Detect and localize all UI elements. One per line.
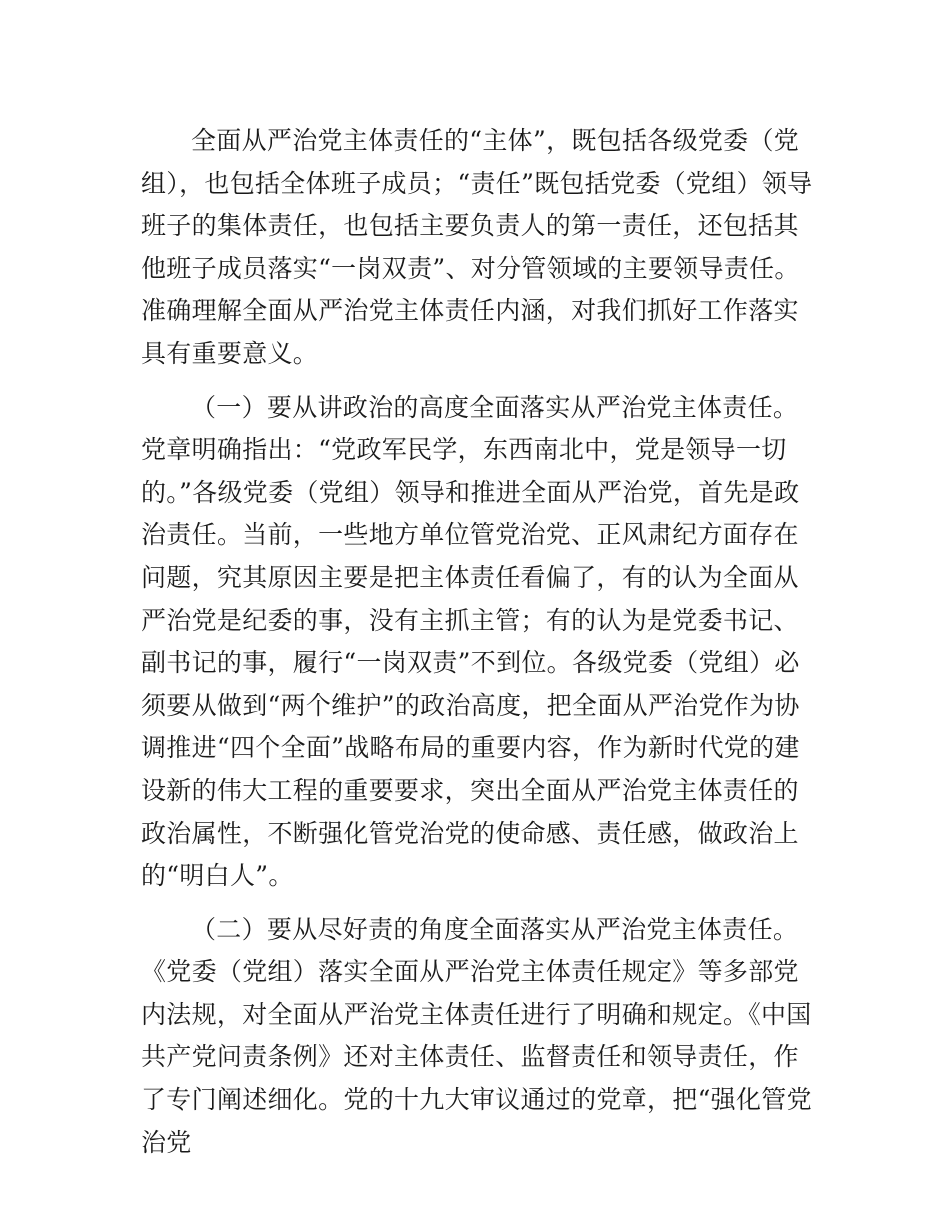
paragraph-section-two: （二）要从尽好责的角度全面落实从严治党主体责任。《党委（党组）落实全面从严治党主体责任规定》等多部党内法规，对全面从严治党主体责任进行了明确和规定。《中国共产党问责条例》还对主体责任、监督责任和领导责任，作了专门阐述细化。党的十九大审议通过的党章，把“强化管党治党 [141,914,812,1157]
paragraph-intro: 全面从严治党主体责任的“主体”，既包括各级党委（党组），也包括全体班子成员；“责任”既包括党委（党组）领导班子的集体责任，也包括主要负责人的第一责任，还包括其他班子成员落实“一岗双责”、对分管领域的主要领导责任。准确理解全面从严治党主体责任内涵，对我们抓好工作落实具有重要意义。 [141,126,813,368]
document-body [141,120,821,1164]
paragraph-section-one: （一）要从讲政治的高度全面落实从严治党主体责任。党章明确指出：“党政军民学，东西南北中，党是领导一切的。”各级党委（党组）领导和推进全面从严治党，首先是政治责任。当前，一些地方单位管党治党、正风肃纪方面存在问题，究其原因主要是把主体责任看偏了，有的认为全面从严治党是纪委的事，没有主抓主管；有的认为是党委书记、副书记的事，履行“一岗双责”不到位。各级党委（党组）必须要从做到“两个维护”的政治高度，把全面从严治党作为协调推进“四个全面”战略布局的重要内容，作为新时代党的建设新的伟大工程的重要要求，突出全面从严治党主体责任的政治属性，不断强化管党治党的使命感、责任感，做政治上的“明白人”。 [141,392,800,891]
